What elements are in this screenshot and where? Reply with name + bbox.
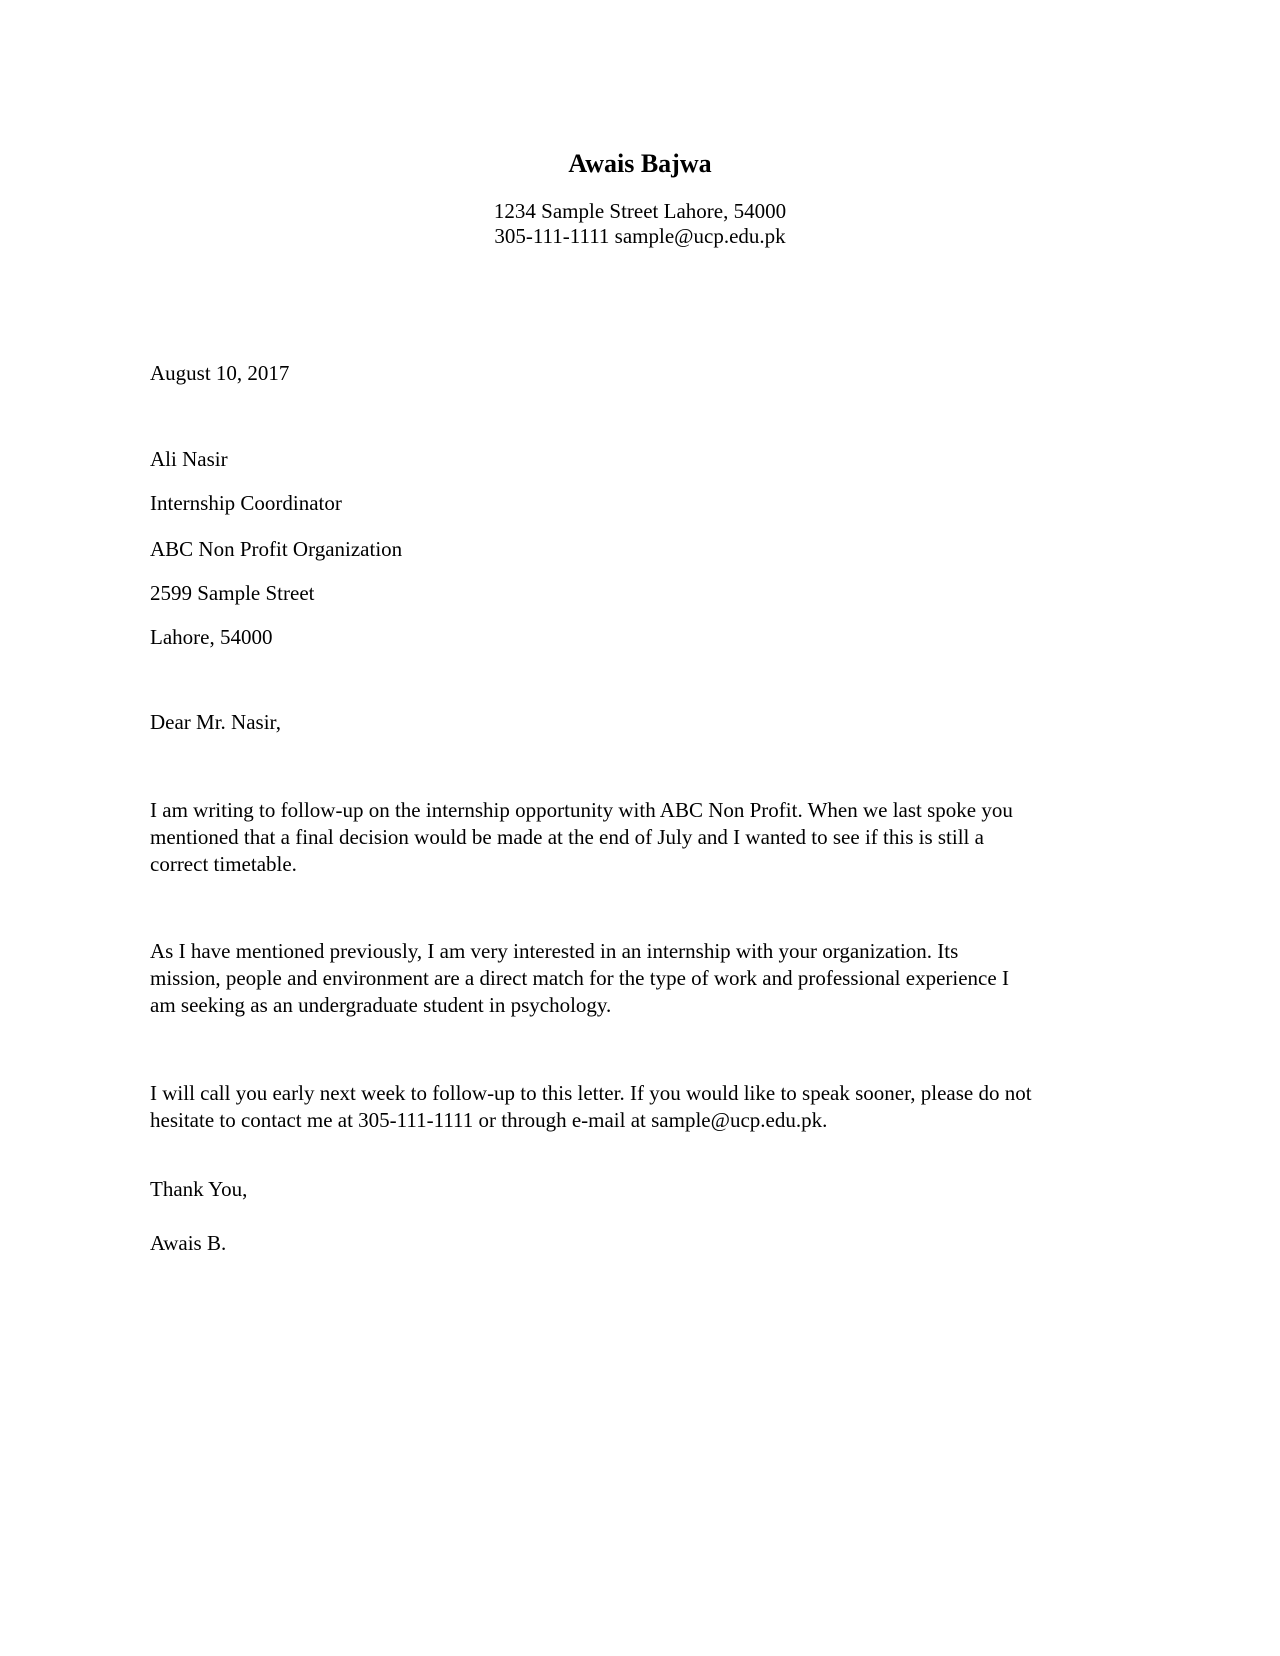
recipient-city: Lahore, 54000 [150, 625, 273, 649]
body-paragraph [150, 797, 1130, 878]
signature: Awais B. [150, 1231, 227, 1255]
recipient-title: Internship Coordinator [150, 491, 342, 515]
paragraph-line: As I have mentioned previously, I am very interested in an internship with your organization. Its [150, 939, 959, 963]
sender-address: 1234 Sample Street Lahore, 54000 [493, 199, 787, 223]
recipient-name: Ali Nasir [150, 447, 228, 471]
recipient-organization: ABC Non Profit Organization [150, 537, 403, 561]
salutation: Dear Mr. Nasir, [150, 710, 281, 734]
paragraph-line: I will call you early next week to follow-up to this letter. If you would like to speak sooner, please do not [150, 1081, 1032, 1105]
closing: Thank You, [150, 1177, 248, 1201]
paragraph-line: mentioned that a final decision would be made at the end of July and I wanted to see if this is still a [150, 825, 984, 849]
body-paragraph [150, 938, 1130, 1019]
body-paragraph [150, 1080, 1130, 1134]
paragraph-line: correct timetable. [150, 852, 297, 876]
sender-name: Awais Bajwa [568, 149, 712, 178]
paragraph-line: hesitate to contact me at 305-111-1111 or through e-mail at sample@ucp.edu.pk. [150, 1108, 828, 1132]
paragraph-line: mission, people and environment are a direct match for the type of work and professional experience I [150, 966, 1009, 990]
paragraph-line: am seeking as an undergraduate student in psychology. [150, 993, 612, 1017]
letter-date: August 10, 2017 [150, 361, 290, 385]
sender-contact: 305-111-1111 sample@ucp.edu.pk [494, 224, 786, 248]
paragraph-line: I am writing to follow-up on the internship opportunity with ABC Non Profit. When we last spoke you [150, 798, 1013, 822]
recipient-street: 2599 Sample Street [150, 581, 315, 605]
